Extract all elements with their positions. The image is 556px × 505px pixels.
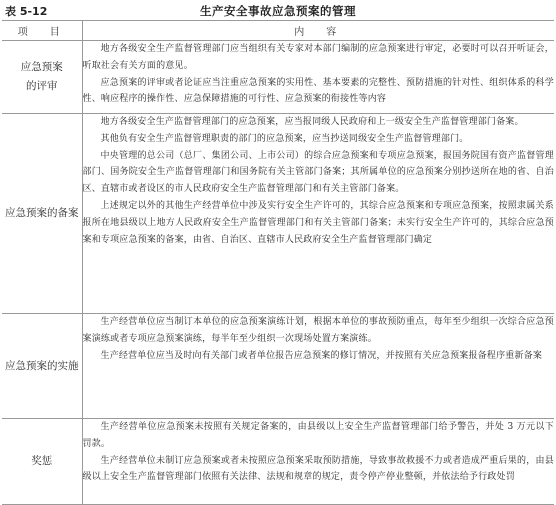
emergency-plan-management-table (2, 20, 554, 505)
header-item: 项 目 (2, 21, 82, 41)
table-title: 生产安全事故应急预案的管理 (200, 4, 356, 18)
content-paragraph: 应急预案的评审或者论证应当注重应急预案的实用性、基本要素的完整性、预防措施的针对性、组织体系的科学性、响应程序的操作性、应急保障措施的可行性、应急预案的衔接性等内容 (82, 77, 554, 105)
item-cell-filing (2, 114, 82, 314)
item-label-line: 的评审 (26, 80, 58, 92)
item-cell-implementation (2, 314, 82, 419)
content-paragraph: 生产经营单位应当及时向有关部门或者单位报告应急预案的修订情况，并按照有关应急预案报备程序重新备案 (100, 350, 543, 361)
content-paragraph: 生产经营单位应急预案未按照有关规定备案的，由县级以上安全生产监督管理部门给予警告，并处 3 万元以下罚款。 (82, 422, 554, 449)
content-paragraph: 地方各级安全生产监督管理部门应当组织有关专家对本部门编制的应急预案进行审定，必要时可以召开听证会，听取社会有关方面的意见。 (82, 44, 554, 71)
item-label-line: 应急预案的备案 (5, 207, 79, 219)
item-label-line: 奖惩 (31, 455, 53, 467)
item-cell-review (2, 41, 82, 114)
content-cell-filing (82, 114, 554, 314)
content-cell-implementation (82, 314, 554, 419)
table-number: 表 5-12 (5, 5, 48, 18)
table-row-implementation (2, 314, 554, 419)
content-paragraph: 其他负有安全生产监督管理职责的部门的应急预案，应当抄送同级安全生产监督管理部门。 (100, 133, 469, 144)
table-row-rewards-penalties (2, 419, 554, 505)
table-row-review (2, 41, 554, 114)
table-caption (0, 0, 556, 20)
content-paragraph: 地方各级安全生产监督管理部门的应急预案，应当报同级人民政府和上一级安全生产监督管理部门备案。 (100, 117, 524, 127)
content-cell-review (82, 41, 554, 114)
table-row-filing (2, 114, 554, 314)
header-content: 内 容 (82, 21, 554, 41)
item-label-line: 应急预案 (20, 61, 63, 73)
content-paragraph: 上述规定以外的其他生产经营单位中涉及实行安全生产许可的，其综合应急预案和专项应急预案，按照隶属关系报所在地县级以上地方人民政府安全生产监督管理部门和有关主管部门备案；未实行安全生产许可的，其综合应急预案和专项应急预案的备案，由省、自治区、直辖市人民政府安全生产监督管理部门确定 (82, 200, 554, 245)
content-paragraph: 生产经营单位未制订应急预案或者未按照应急预案采取预防措施，导致事故救援不力或者造成严重后果的，由县级以上安全生产监督管理部门依照有关法律、法规和规章的规定，责令停产停业整顿，并依法给予行政处罚 (82, 455, 554, 483)
item-label-line: 应急预案的实施 (5, 359, 79, 372)
content-paragraph: 中央管理的总公司（总厂、集团公司、上市公司）的综合应急预案和专项应急预案，报国务院国有资产监督管理部门、国务院安全生产监督管理部门和国务院有关主管部门备案；其所属单位的应急预案分别抄送所在地的省、自治区、直辖市或者设区的市人民政府安全生产监督管理部门和有关主管部门备案。 (82, 150, 554, 195)
item-cell-rewards-penalties (2, 419, 82, 505)
content-cell-rewards-penalties (82, 419, 554, 505)
content-paragraph: 生产经营单位应当制订本单位的应急预案演练计划，根据本单位的事故预防重点，每年至少组织一次综合应急预案演练或者专项应急预案演练，每半年至少组织一次现场处置方案演练。 (82, 317, 554, 344)
table-header-row (2, 21, 554, 41)
